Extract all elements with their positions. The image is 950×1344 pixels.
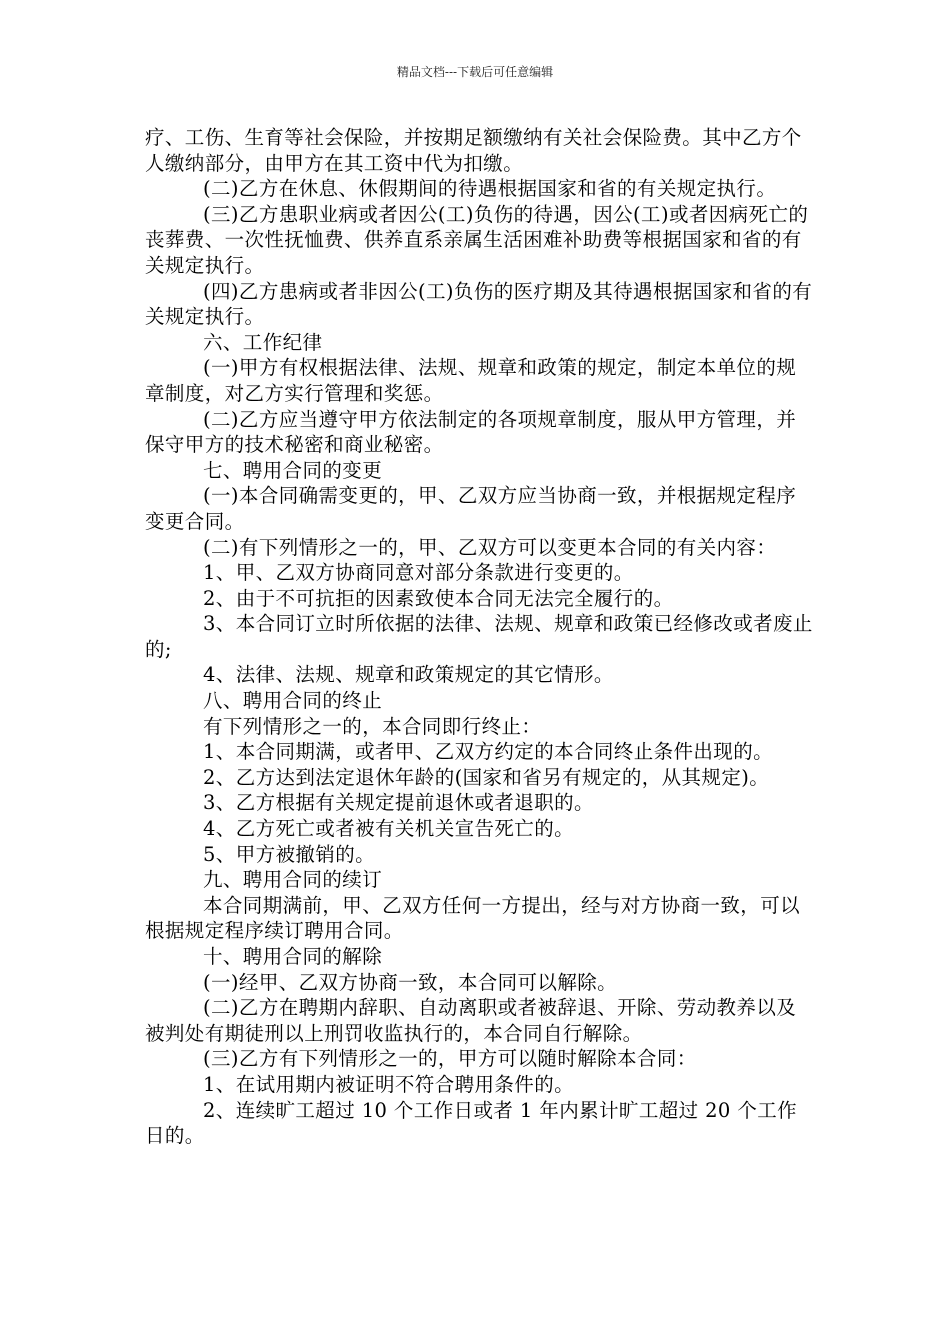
paragraph: (二)乙方在休息、休假期间的待遇根据国家和省的有关规定执行。 [203,177,777,201]
paragraph: (二)有下列情形之一的，甲、乙双方可以变更本合同的有关内容： [203,535,777,559]
list-item: 3、乙方根据有关规定提前退休或者退职的。 [203,791,594,815]
section-heading: 八、聘用合同的终止 [203,689,383,713]
section-heading: 九、聘用合同的续订 [203,868,383,892]
paragraph: (二)乙方应当遵守甲方依法制定的各项规章制度，服从甲方管理，并保守甲方的技术秘密和商业秘密。 [145,407,797,457]
paragraph: (三)乙方有下列情形之一的，甲方可以随时解除本合同： [203,1047,697,1071]
list-item: 2、乙方达到法定退休年龄的(国家和省另有规定的，从其规定)。 [203,765,770,789]
list-item: 4、乙方死亡或者被有关机关宣告死亡的。 [203,817,575,841]
list-item: 2、连续旷工超过 10 个工作日或者 1 年内累计旷工超过 20 个工作日的。 [145,1098,798,1148]
list-item: 4、法律、法规、规章和政策规定的其它情形。 [203,663,614,687]
document-body [145,125,815,1149]
list-item: 1、甲、乙双方协商同意对部分条款进行变更的。 [203,561,634,585]
list-item: 2、由于不可抗拒的因素致使本合同无法完全履行的。 [203,586,674,610]
list-item: 5、甲方被撤销的。 [203,842,376,866]
paragraph: (一)经甲、乙双方协商一致，本合同可以解除。 [203,970,618,994]
section-heading: 十、聘用合同的解除 [203,945,383,968]
section-heading: 六、工作纪律 [203,330,323,354]
paragraph: 有下列情形之一的，本合同即行终止： [203,714,542,738]
paragraph: (一)本合同确需变更的，甲、乙双方应当协商一致，并根据规定程序变更合同。 [145,484,797,533]
paragraph: 本合同期满前，甲、乙双方任何一方提出，经与对方协商一致，可以根据规定程序续订聘用合同。 [145,893,801,943]
paragraph: 疗、工伤、生育等社会保险，并按期足额缴纳有关社会保险费。其中乙方个人缴纳部分，由甲方在其工资中代为扣缴。 [145,126,802,175]
section-heading: 七、聘用合同的变更 [203,458,383,482]
list-item: 1、本合同期满，或者甲、乙双方约定的本合同终止条件出现的。 [203,740,774,764]
page-header: 精品文档---下载后可任意编辑 [396,65,554,79]
paragraph: (二)乙方在聘期内辞职、自动离职或者被辞退、开除、劳动教养以及被判处有期徒刑以上刑罚收监执行的，本合同自行解除。 [145,996,797,1045]
paragraph: (一)甲方有权根据法律、法规、规章和政策的规定，制定本单位的规章制度，对乙方实行管理和奖惩。 [145,356,797,405]
paragraph: (四)乙方患病或者非因公(工)负伤的医疗期及其待遇根据国家和省的有关规定执行。 [145,279,813,329]
paragraph: (三)乙方患职业病或者因公(工)负伤的待遇，因公(工)或者因病死亡的丧葬费、一次性抚恤费、供养直系亲属生活困难补助费等根据国家和省的有关规定执行。 [145,202,809,277]
list-item: 1、在试用期内被证明不符合聘用条件的。 [203,1072,575,1096]
list-item: 3、本合同订立时所依据的法律、法规、规章和政策已经修改或者废止的; [145,612,813,661]
